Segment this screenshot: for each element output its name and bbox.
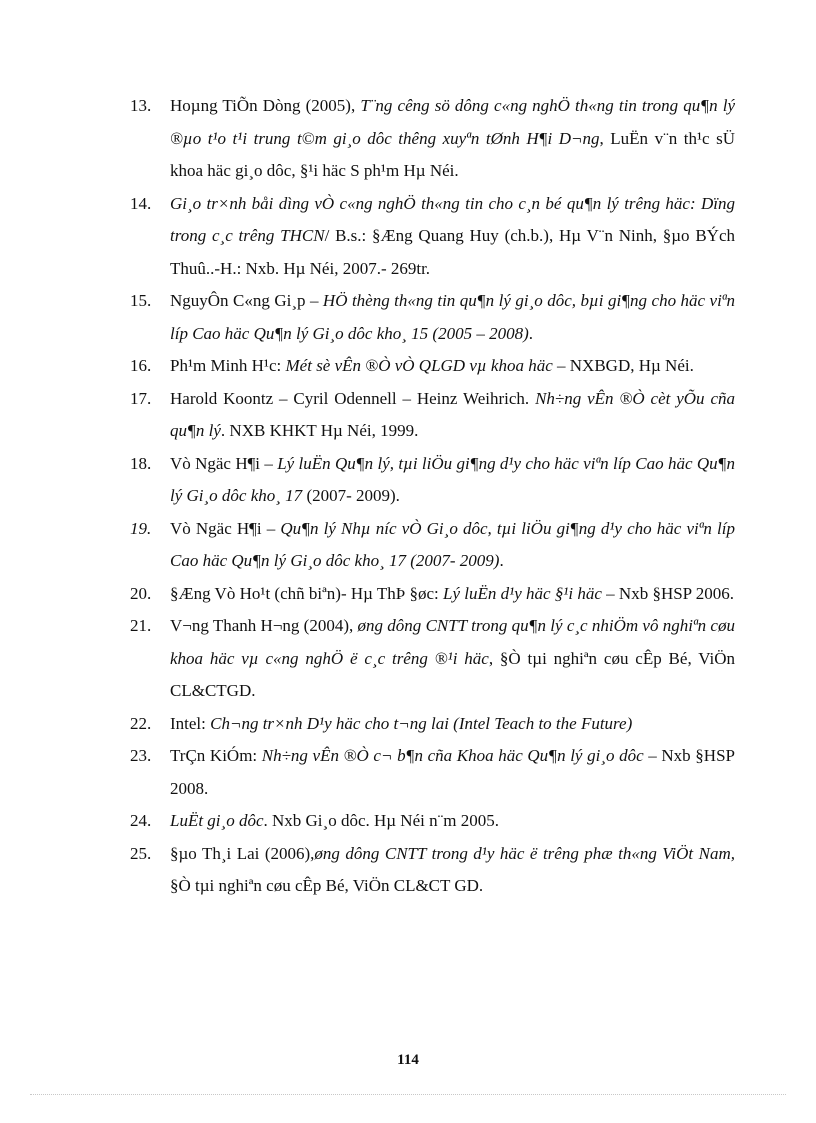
reference-detail: Harold Koontz – Cyril Odennell – Heinz Weihrich.	[170, 388, 536, 408]
reference-list	[130, 90, 735, 903]
reference-detail: §Ò tµi nghiªn cøu cÊp Bé, ViÖn CL&CT GD.	[170, 876, 484, 895]
reference-title: Ch¬ng tr×nh D¹y häc cho t¬ng lai (Intel Teach to the Future)	[210, 713, 633, 733]
reference-text	[170, 805, 735, 838]
bottom-divider	[30, 1094, 786, 1095]
reference-detail: – NXBGD, Hµ Néi.	[552, 356, 694, 375]
reference-text	[170, 188, 735, 286]
reference-detail: TrÇn KiÓm:	[170, 746, 262, 765]
reference-detail: – Nxb §HSP 2006.	[601, 583, 735, 603]
reference-item	[130, 805, 735, 838]
reference-text	[170, 578, 735, 611]
reference-detail: V¬ng Thanh H¬ng (2004),	[170, 616, 358, 635]
reference-detail: , LuËn v¨n th¹c sÜ khoa häc gi¸o dôc, §¹i häc S ph¹m Hµ Néi.	[170, 128, 735, 180]
reference-title: Lý luËn d¹y häc §¹i häc	[443, 583, 602, 603]
reference-item	[130, 285, 735, 350]
reference-item	[130, 90, 735, 188]
reference-text	[170, 838, 735, 903]
reference-item	[130, 350, 735, 383]
reference-text	[170, 383, 735, 448]
reference-text	[170, 285, 735, 350]
reference-detail: Vò Ngäc H¶i –	[170, 453, 278, 473]
reference-item	[130, 188, 735, 286]
reference-detail: Hoµng TiÕn Dòng (2005),	[170, 96, 361, 115]
reference-text	[170, 740, 735, 805]
reference-number: 19.	[130, 518, 152, 538]
reference-title: Nh÷ng vÊn ®Ò cèt yÕu cña qu¶n lý	[170, 388, 735, 440]
reference-item	[130, 708, 735, 741]
reference-item	[130, 838, 735, 903]
reference-detail: Ph¹m Minh H¹c:	[170, 356, 286, 375]
reference-number: 20.	[130, 583, 152, 603]
reference-text	[170, 448, 735, 513]
reference-title: T¨ng cêng sö dông c«ng nghÖ th«ng tin trong qu¶n lý ®µo t¹o t¹i trung t©m gi¸o dôc thêng xuyªn tØnh H¶i D¬ng	[170, 96, 735, 148]
reference-text	[170, 350, 735, 383]
reference-detail: NguyÔn C«ng Gi¸p –	[170, 291, 323, 310]
reference-text	[170, 708, 735, 741]
reference-item	[130, 448, 735, 513]
reference-detail: Intel:	[170, 713, 211, 733]
reference-title: Lý luËn Qu¶n lý, tµi liÖu gi¶ng d¹y cho häc viªn líp Cao häc Qu¶n lý Gi¸o dôc kho¸ 17	[170, 453, 735, 505]
reference-detail: (2007- 2009).	[302, 486, 400, 505]
reference-title: Gi¸o tr×nh båi dìng vÒ c«ng nghÖ th«ng tin cho c¸n bé qu¶n lý trêng häc: Dïng trong c¸c trêng THCN	[170, 193, 735, 245]
reference-text	[170, 90, 735, 188]
reference-number: 18.	[130, 453, 152, 473]
reference-title: Mét sè vÊn ®Ò vÒ QLGD vµ khoa häc	[285, 356, 553, 375]
reference-detail: . Nxb Gi¸o dôc. Hµ Néi n¨m 2005.	[263, 811, 499, 830]
page-number: 114	[397, 1052, 419, 1068]
reference-number: 15.	[130, 291, 152, 310]
reference-detail: / B.s.: §Æng Quang Huy (ch.b.), Hµ V¨n Ninh, §µo BÝch Thuû..-H.: Nxb. Hµ Néi, 2007.- 269tr.	[170, 226, 735, 278]
reference-item	[130, 740, 735, 805]
reference-number: 23.	[130, 746, 152, 765]
reference-title: øng dông CNTT trong qu¶n lý c¸c nhiÖm vô nghiªn cøu khoa häc vµ c«ng nghÖ ë c¸c trêng ®¹i häc	[170, 616, 735, 668]
reference-title: HÖ thèng th«ng tin qu¶n lý gi¸o dôc, bµi gi¶ng cho häc viªn líp Cao häc Qu¶n lý Gi¸o dôc kho¸ 15 (2005 – 2008)	[170, 291, 735, 343]
reference-detail: .	[499, 551, 504, 570]
reference-detail: , §Ò tµi nghiªn cøu cÊp Bé, ViÖn CL&CTGD.	[170, 648, 735, 700]
reference-number: 21.	[130, 616, 152, 635]
reference-title: LuËt gi¸o dôc	[170, 811, 264, 830]
reference-number: 17.	[130, 388, 152, 408]
reference-detail: Vò Ngäc H¶i –	[170, 518, 281, 538]
reference-text	[170, 610, 735, 708]
reference-item	[130, 610, 735, 708]
reference-number: 16.	[130, 356, 152, 375]
reference-detail: .	[528, 323, 534, 343]
reference-detail: §Æng Vò Ho¹t (chñ biªn)- Hµ ThÞ §øc:	[170, 583, 443, 603]
reference-item	[130, 513, 735, 578]
reference-detail: §µo Th¸i Lai (2006),	[170, 843, 315, 863]
reference-title: Nh÷ng vÊn ®Ò c¬ b¶n cña Khoa häc Qu¶n lý gi¸o dôc	[261, 746, 644, 765]
reference-item	[130, 383, 735, 448]
reference-title: øng dông CNTT trong d¹y häc ë trêng phæ th«ng ViÖt Nam,	[314, 843, 735, 863]
reference-number: 25.	[130, 843, 152, 863]
reference-detail: – Nxb §HSP 2008.	[170, 746, 735, 798]
reference-item	[130, 578, 735, 611]
reference-number: 14.	[130, 193, 152, 213]
reference-number: 22.	[130, 713, 152, 733]
reference-detail: . NXB KHKT Hµ Néi, 1999.	[220, 421, 419, 440]
reference-number: 13.	[130, 96, 152, 115]
reference-title: Qu¶n lý Nhµ níc vÒ Gi¸o dôc, tµi liÖu gi¶ng d¹y cho häc viªn líp Cao häc Qu¶n lý Gi¸o dôc kho¸ 17 (2007- 2009)	[170, 518, 735, 570]
reference-text	[170, 513, 735, 578]
reference-number: 24.	[130, 811, 152, 830]
